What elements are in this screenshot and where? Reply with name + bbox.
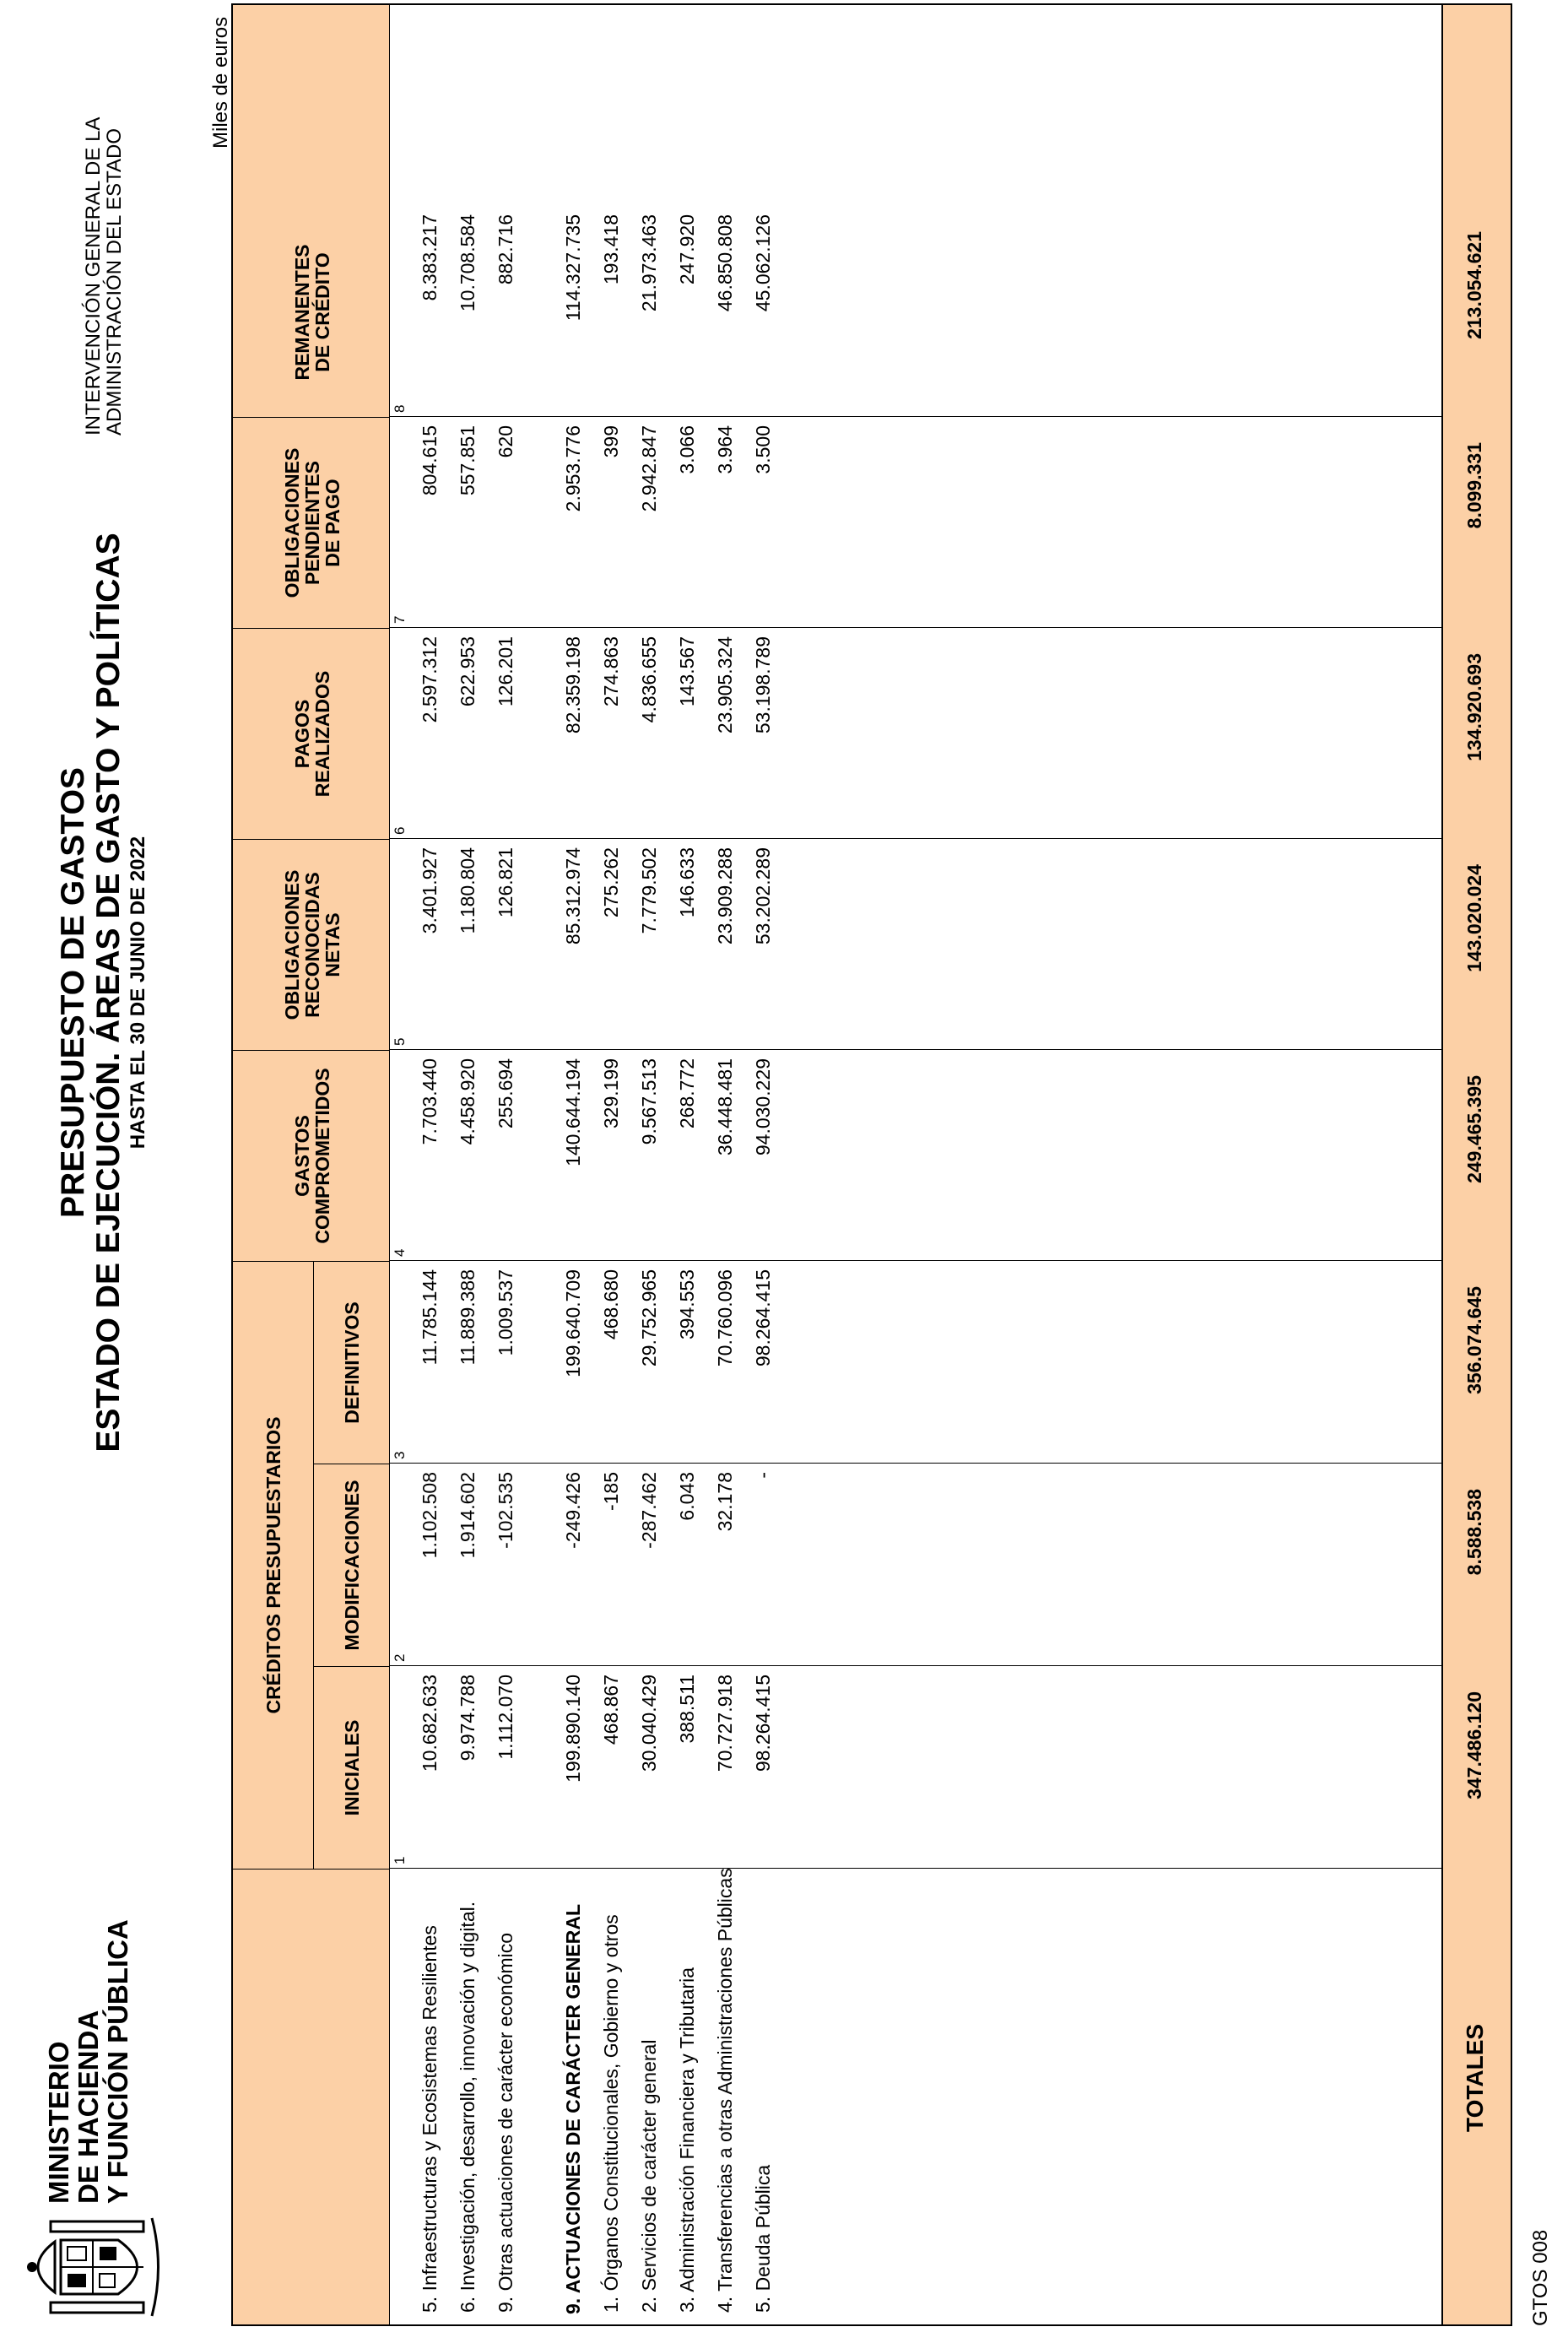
table-row-label: 1. Órganos Constitucionales, Gobierno y otros <box>600 1914 622 2313</box>
ministry-line-3: Y FUNCIÓN PÚBLICA <box>102 1919 133 2204</box>
table-cell: 275.262 <box>600 847 622 918</box>
table-cell: 4.836.655 <box>638 636 660 723</box>
table-cell: 98.264.415 <box>752 1269 774 1367</box>
table-cell: 3.964 <box>714 425 736 474</box>
table-cell: -249.426 <box>562 1472 584 1549</box>
igae-label <box>83 117 125 436</box>
header-gastos <box>233 1050 390 1261</box>
totals-cell: 143.020.024 <box>1463 864 1485 972</box>
table-row-label: 3. Administración Financiera y Tributaria <box>676 1967 698 2313</box>
table-cell: 82.359.198 <box>562 636 584 734</box>
table-cell: 199.890.140 <box>562 1675 584 1783</box>
col-divider <box>390 1049 1441 1050</box>
column-number-5: 5 <box>392 1037 408 1046</box>
table-cell: 1.180.804 <box>457 847 479 934</box>
totals-cell: 8.588.538 <box>1463 1489 1485 1576</box>
title-line-3: HASTA EL 30 DE JUNIO DE 2022 <box>127 836 149 1150</box>
totals-cell: 134.920.693 <box>1463 653 1485 761</box>
totals-cell: 8.099.331 <box>1463 442 1485 529</box>
column-number-8: 8 <box>392 404 408 413</box>
table-cell: 2.942.847 <box>638 425 660 512</box>
table-cell: -102.535 <box>495 1472 516 1549</box>
table-cell: 394.553 <box>676 1269 698 1340</box>
table-cell: 126.821 <box>495 847 516 918</box>
coat-of-arms-icon <box>17 2216 165 2318</box>
header-obligaciones-l3: NETAS <box>322 912 343 977</box>
table-cell: 329.199 <box>600 1058 622 1129</box>
header-obligaciones <box>233 839 390 1050</box>
header-iniciales-label: INICIALES <box>341 1719 363 1816</box>
table-cell: -185 <box>600 1472 622 1512</box>
table-cell: 7.779.502 <box>638 847 660 934</box>
col-divider <box>390 627 1441 628</box>
header-obligaciones-l1: OBLIGACIONES <box>281 869 303 1020</box>
header-pendientes-l2: PENDIENTES <box>301 461 323 585</box>
table-row-label: 9. Otras actuaciones de carácter económico <box>495 1932 516 2313</box>
ministry-name <box>44 1919 132 2204</box>
header-pendientes-l1: OBLIGACIONES <box>281 447 303 598</box>
table-cell: 622.953 <box>457 636 479 707</box>
header-pagos-l1: PAGOS <box>291 699 313 769</box>
table-cell: 7.703.440 <box>419 1058 441 1145</box>
header-pagos-l2: REALIZADOS <box>311 670 333 798</box>
header-pendientes-l3: DE PAGO <box>322 479 343 567</box>
header-remanentes-l1: REMANENTES <box>291 244 313 381</box>
col-divider <box>390 1260 1441 1261</box>
table-cell: 70.760.096 <box>714 1269 736 1367</box>
ministry-line-1: MINISTERIO <box>43 2041 74 2204</box>
table-cell: 23.905.324 <box>714 636 736 734</box>
totals-cell: 356.074.645 <box>1463 1286 1485 1394</box>
table-cell: 143.567 <box>676 636 698 707</box>
execution-table <box>231 3 1512 2326</box>
table-cell: 388.511 <box>676 1675 698 1744</box>
column-number-2: 2 <box>392 1653 408 1662</box>
table-cell: 98.264.415 <box>752 1675 774 1772</box>
table-cell: 53.202.289 <box>752 847 774 945</box>
table-cell: 21.973.463 <box>638 214 660 312</box>
table-cell: 1.009.537 <box>495 1269 516 1356</box>
table-cell: 247.920 <box>676 214 698 285</box>
table-cell: 274.863 <box>600 636 622 707</box>
table-cell: 146.633 <box>676 847 698 918</box>
igae-line-1: INTERVENCIÓN GENERAL DE LA <box>82 116 105 436</box>
header-definitivos-label: DEFINITIVOS <box>341 1301 363 1424</box>
col-divider <box>390 1868 1441 1869</box>
col-divider <box>390 1463 1441 1464</box>
table-cell: 268.772 <box>676 1058 698 1129</box>
table-cell: 11.785.144 <box>419 1269 441 1366</box>
table-cell: 199.640.709 <box>562 1269 584 1377</box>
table-cell: 8.383.217 <box>419 214 441 301</box>
table-cell: 557.851 <box>457 425 479 496</box>
units-label: Miles de euros <box>209 16 232 149</box>
table-cell: 9.974.788 <box>457 1675 479 1761</box>
header-obligaciones-l2: RECONOCIDAS <box>301 872 323 1018</box>
totals-row <box>1441 5 1511 2324</box>
table-cell: 85.312.974 <box>562 847 584 945</box>
table-cell: 114.327.735 <box>562 214 584 322</box>
table-cell: 1.102.508 <box>419 1472 441 1559</box>
column-number-4: 4 <box>392 1248 408 1257</box>
table-cell: 32.178 <box>714 1472 736 1532</box>
totals-label: TOTALES <box>1462 2023 1488 2132</box>
table-cell: 3.401.927 <box>419 847 441 934</box>
table-row-label: 5. Deuda Pública <box>752 2164 774 2313</box>
table-cell: 399 <box>600 425 622 458</box>
table-cell: 620 <box>495 425 516 458</box>
table-cell: 468.680 <box>600 1269 622 1340</box>
column-number-6: 6 <box>392 826 408 835</box>
table-cell: 10.708.584 <box>457 214 479 312</box>
table-cell: 94.030.229 <box>752 1058 774 1156</box>
col-divider <box>390 1665 1441 1666</box>
table-cell: 3.500 <box>752 425 774 474</box>
table-row-label: 2. Servicios de carácter general <box>638 2039 660 2313</box>
header-modificaciones <box>314 1464 390 1666</box>
table-cell: 70.727.918 <box>714 1675 736 1772</box>
col-divider <box>390 838 1441 839</box>
igae-line-2: ADMINISTRACIÓN DEL ESTADO <box>103 127 126 436</box>
table-cell: 804.615 <box>419 425 441 496</box>
table-cell: 1.112.070 <box>495 1675 516 1760</box>
title-line-2: ESTADO DE EJECUCIÓN. ÁREAS DE GASTO Y POLÍTICAS <box>90 533 127 1453</box>
table-cell: 3.066 <box>676 425 698 474</box>
header-gastos-l1: GASTOS <box>291 1115 313 1197</box>
ministry-line-2: DE HACIENDA <box>73 2010 104 2204</box>
totals-cell: 249.465.395 <box>1463 1075 1485 1183</box>
header-iniciales <box>314 1666 390 1869</box>
table-row-label: 9. ACTUACIONES DE CARÁCTER GENERAL <box>562 1903 584 2314</box>
header-remanentes-l2: DE CRÉDITO <box>311 252 333 372</box>
header-gastos-l2: COMPROMETIDOS <box>311 1068 333 1244</box>
table-cell: 468.867 <box>600 1675 622 1745</box>
table-cell: 29.752.965 <box>638 1269 660 1367</box>
table-cell: 23.909.288 <box>714 847 736 945</box>
table-cell: 45.062.126 <box>752 214 774 312</box>
column-number-1: 1 <box>392 1856 408 1864</box>
table-cell: 46.850.808 <box>714 214 736 312</box>
table-cell: 2.597.312 <box>419 636 441 723</box>
table-cell: 9.567.513 <box>638 1058 660 1145</box>
header-creditos-label: CRÉDITOS PRESUPUESTARIOS <box>262 1416 284 1714</box>
table-cell: 53.198.789 <box>752 636 774 734</box>
table-cell: 10.682.633 <box>419 1675 441 1772</box>
totals-cell: 213.054.621 <box>1463 231 1485 339</box>
table-cell: 2.953.776 <box>562 425 584 512</box>
table-cell: - <box>752 1472 774 1479</box>
table-cell: 193.418 <box>600 214 622 285</box>
header-definitivos <box>314 1261 390 1464</box>
table-cell: 882.716 <box>495 214 516 285</box>
col-divider <box>390 416 1441 417</box>
header-concept-cell <box>233 1869 390 2324</box>
header-pagos <box>233 628 390 839</box>
table-cell: 36.448.481 <box>714 1058 736 1156</box>
table-cell: -287.462 <box>638 1472 660 1549</box>
column-number-3: 3 <box>392 1451 408 1459</box>
table-cell: 6.043 <box>676 1472 698 1521</box>
header-modificaciones-label: MODIFICACIONES <box>341 1480 363 1651</box>
table-cell: 126.201 <box>495 636 516 707</box>
table-cell: 4.458.920 <box>457 1058 479 1145</box>
table-row-label: 5. Infraestructuras y Ecosistemas Resilientes <box>419 1925 441 2313</box>
table-cell: 255.694 <box>495 1058 516 1129</box>
column-number-7: 7 <box>392 615 408 624</box>
title-line-1: PRESUPUESTO DE GASTOS <box>55 767 91 1218</box>
totals-cell: 347.486.120 <box>1463 1691 1485 1799</box>
table-cell: 1.914.602 <box>457 1472 479 1559</box>
report-title <box>56 402 150 1583</box>
table-row-label: 6. Investigación, desarrollo, innovación y digital. <box>457 1901 479 2313</box>
table-cell: 140.644.194 <box>562 1058 584 1166</box>
header-creditos-group <box>233 1261 314 1869</box>
footer-code: GTOS 008 <box>1529 2229 1552 2326</box>
header-remanentes <box>233 5 390 417</box>
table-cell: 30.040.429 <box>638 1675 660 1772</box>
table-cell: 11.889.388 <box>457 1269 479 1366</box>
table-row-label: 4. Transferencias a otras Administraciones Públicas <box>714 1868 736 2313</box>
